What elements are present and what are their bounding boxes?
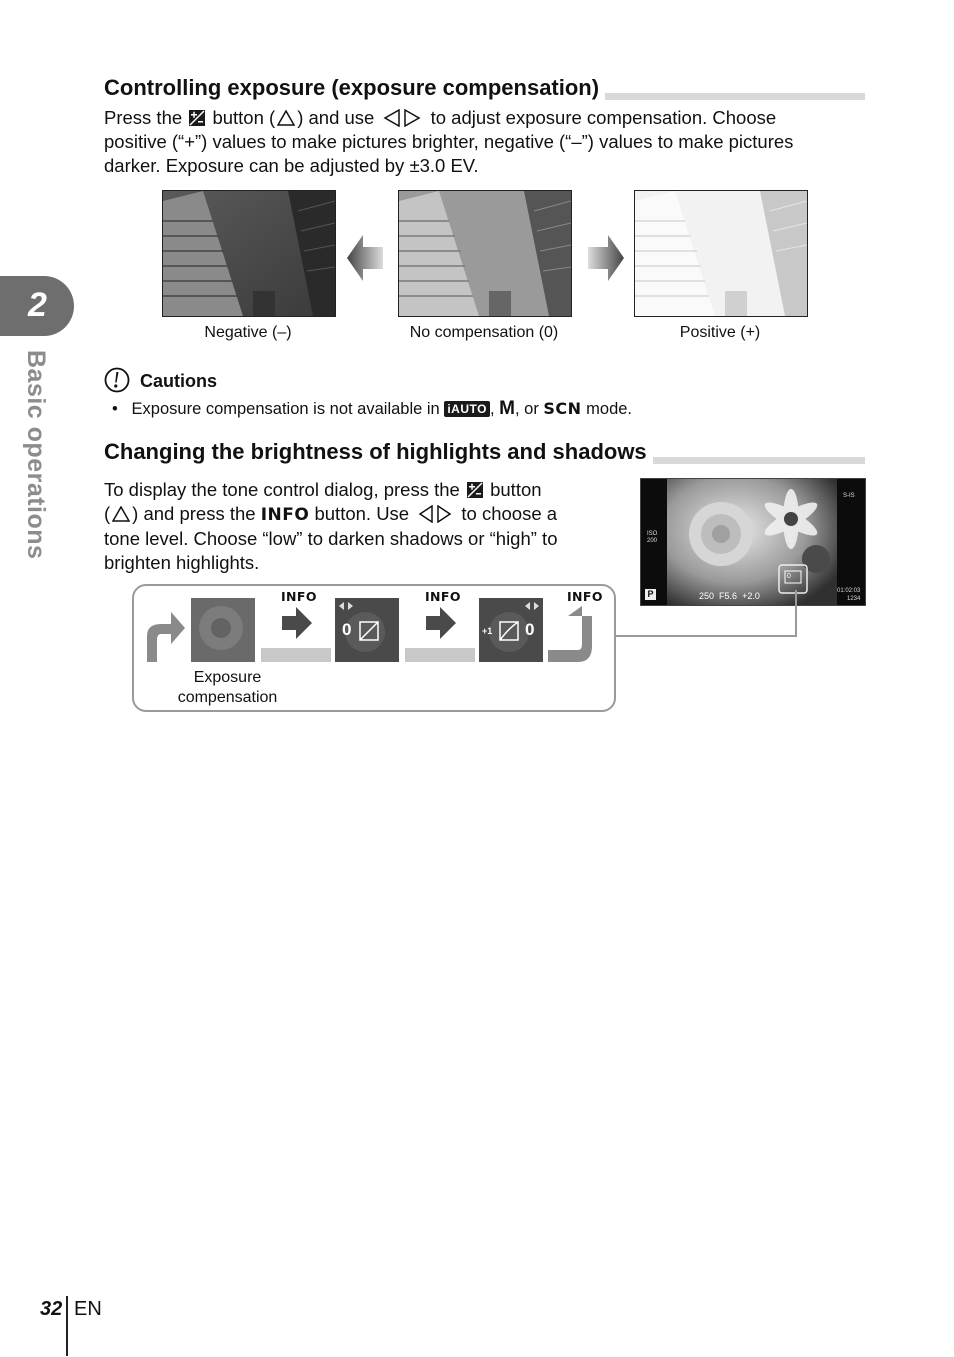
- camera-lcd-screen: [640, 478, 866, 606]
- up-triangle-icon: [112, 506, 130, 522]
- curved-arrow-right-icon: [548, 606, 596, 664]
- lcd-shutter: 250: [699, 591, 715, 601]
- flow-value-1: 0: [342, 620, 352, 639]
- chapter-number: 2: [28, 286, 47, 324]
- lcd-right-top: S-IS: [843, 493, 855, 499]
- lcd-time: 01:02:03: [837, 588, 861, 594]
- para-text: button. Use: [314, 503, 410, 524]
- para-text: to adjust exposure compensation. Choose: [430, 107, 777, 128]
- left-right-arrows-icon: [418, 505, 452, 523]
- para-text: ) and use: [297, 107, 375, 128]
- flow-caption: [160, 668, 295, 708]
- lcd-counters: [837, 587, 860, 603]
- bullet: •: [112, 400, 118, 418]
- para-text: brighten highlights.: [104, 552, 260, 573]
- tone-paragraph: [104, 478, 624, 575]
- para-text: positive (“+”) values to make pictures brighter, negative (“–”) values to make pictures: [104, 131, 794, 152]
- callout-line: [616, 590, 802, 640]
- para-text: tone level. Choose “low” to darken shadows or “high” to: [104, 528, 558, 549]
- info-label-1: INFO: [281, 589, 317, 604]
- photo-no-compensation: [398, 190, 572, 317]
- lcd-mode: P: [645, 589, 656, 600]
- caution-text-end: mode.: [586, 400, 633, 418]
- mode-auto-label: AUTO: [451, 402, 487, 416]
- info-label-3: INFO: [567, 589, 603, 604]
- flow-caption-line: compensation: [177, 689, 278, 706]
- info-label-2: INFO: [425, 589, 461, 604]
- mode-m-label: M: [499, 398, 515, 419]
- flow-arrow-icon: [282, 607, 312, 639]
- flow-thumb-tone-plus1: [479, 598, 543, 662]
- caution-icon: [104, 367, 130, 393]
- section-heading-highlights-shadows: [104, 436, 865, 466]
- lcd-iso: [647, 531, 657, 545]
- iauto-mode-icon: iAUTO: [444, 401, 490, 417]
- curved-arrow-left-icon: [143, 606, 187, 664]
- left-right-arrows-icon: [383, 109, 421, 127]
- chapter-title: Basic operations: [22, 350, 50, 560]
- lcd-ev: +2.0: [742, 591, 760, 601]
- lcd-iso-value: 200: [647, 538, 658, 544]
- lcd-iso-label: ISO: [647, 531, 658, 537]
- para-text: ) and press the: [132, 503, 256, 524]
- flow-value-plus: +1: [482, 626, 493, 636]
- caution-item: [112, 398, 632, 420]
- section-heading-exposure: [104, 72, 865, 102]
- photo-positive: [634, 190, 808, 317]
- heading-text: Controlling exposure (exposure compensation): [104, 74, 605, 102]
- lcd-tone-value: 0: [787, 573, 791, 580]
- para-text: button: [490, 479, 542, 500]
- separator: , or: [514, 400, 539, 418]
- heading-text: Changing the brightness of highlights and shadows: [104, 438, 653, 466]
- para-text: Press the: [104, 107, 183, 128]
- page-language: EN: [74, 1298, 102, 1320]
- para-text: button (: [212, 107, 276, 128]
- caption-no-compensation: No compensation (0): [409, 324, 559, 341]
- flow-bar: [405, 648, 475, 662]
- flow-bar: [261, 648, 331, 662]
- para-text: to choose a: [461, 503, 558, 524]
- flow-thumb-tone-0: [335, 598, 399, 662]
- flow-thumb-exposure: [191, 598, 255, 662]
- cautions-title: Cautions: [140, 371, 218, 391]
- exposure-paragraph: [104, 106, 864, 178]
- flow-value-2: 0: [525, 620, 535, 639]
- right-arrow-icon: [588, 235, 624, 281]
- caption-positive: Positive (+): [679, 324, 761, 341]
- exposure-compensation-icon: [189, 110, 205, 126]
- photo-negative: [162, 190, 336, 317]
- para-text: To display the tone control dialog, press the: [104, 479, 460, 500]
- para-text: darker. Exposure can be adjusted by ±3.0 EV.: [104, 155, 479, 176]
- separator: ,: [489, 400, 495, 418]
- page-number: 32: [40, 1298, 63, 1320]
- mode-scn-label: SCN: [543, 399, 582, 418]
- lcd-shots: 1234: [847, 596, 861, 602]
- lcd-aperture: F5.6: [719, 591, 738, 601]
- flow-arrow-icon: [426, 607, 456, 639]
- exposure-compensation-icon: [467, 482, 483, 498]
- flow-caption-line: Exposure: [193, 669, 262, 686]
- para-text: (: [104, 503, 111, 524]
- footer-rule: [66, 1296, 68, 1356]
- caution-text: Exposure compensation is not available in: [131, 400, 440, 418]
- info-button-label: INFO: [260, 505, 310, 525]
- left-arrow-icon: [347, 235, 383, 281]
- caption-negative: Negative (–): [204, 324, 292, 341]
- up-triangle-icon: [277, 110, 295, 126]
